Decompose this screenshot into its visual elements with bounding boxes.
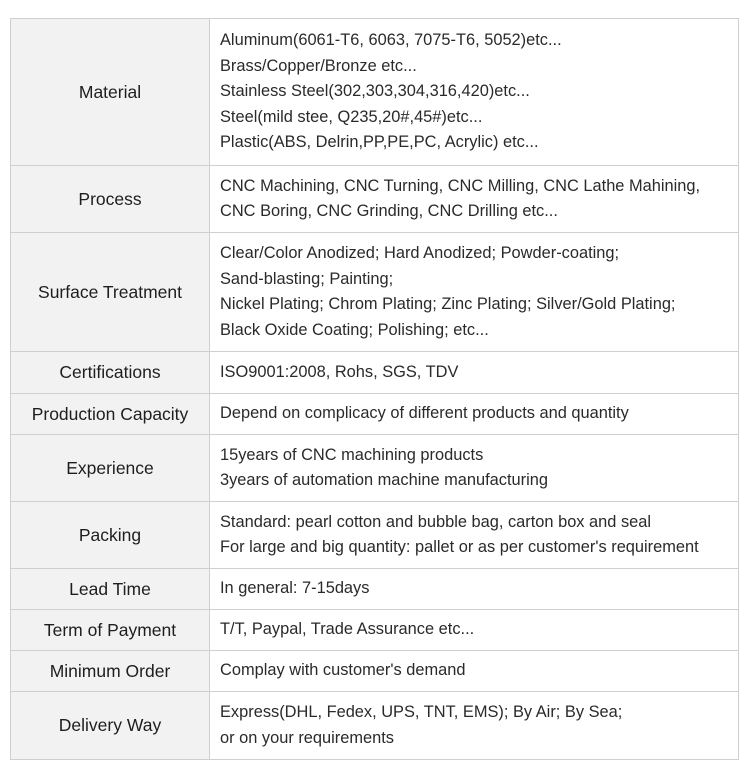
spec-row-value [210,502,739,569]
spec-value-line: For large and big quantity: pallet or as per customer's requirement [220,538,699,556]
spec-row-label: Term of Payment [11,610,210,651]
spec-row-label: Lead Time [11,569,210,610]
spec-value-line: 15years of CNC machining products [220,445,484,464]
spec-value-line: Complay with customer's demand [220,661,466,680]
spec-value-line: T/T, Paypal, Trade Assurance etc... [220,620,475,639]
spec-row [11,569,739,610]
spec-value-line: Depend on complicacy of different products and quantity [220,404,629,423]
spec-value-line: ISO9001:2008, Rohs, SGS, TDV [220,362,459,381]
spec-value-line: Stainless Steel(302,303,304,316,420)etc... [220,82,530,101]
spec-row-value [210,352,739,394]
spec-value-line: Sand-blasting; Painting; [220,269,394,288]
spec-row [11,692,739,760]
spec-row [11,502,739,569]
spec-value-line: CNC Machining, CNC Turning, CNC Milling, CNC Lathe Mahining, [220,176,701,195]
spec-row-label: Delivery Way [11,692,210,760]
spec-row [11,166,739,233]
spec-row-label: Experience [11,435,210,502]
spec-value-line: Plastic(ABS, Delrin,PP,PE,PC, Acrylic) etc... [220,133,539,152]
spec-value-line: Clear/Color Anodized; Hard Anodized; Powder-coating; [220,244,620,262]
spec-row [11,394,739,435]
spec-value-line: Brass/Copper/Bronze etc... [220,56,417,75]
spec-row [11,352,739,394]
spec-row-label: Process [11,166,210,233]
spec-row [11,651,739,692]
spec-row-label: Surface Treatment [11,233,210,352]
spec-value-line: 3years of automation machine manufacturing [220,471,548,489]
spec-row-label: Certifications [11,352,210,394]
spec-value-line: Nickel Plating; Chrom Plating; Zinc Plating; Silver/Gold Plating; [220,295,676,313]
specification-table [10,18,739,760]
spec-row-label: Packing [11,502,210,569]
spec-value-line: or on your requirements [220,728,395,747]
spec-value-line: Express(DHL, Fedex, UPS, TNT, EMS); By Air; By Sea; [220,703,623,721]
spec-value-line: Black Oxide Coating; Polishing; etc... [220,320,489,339]
spec-row-value [210,394,739,435]
spec-row-value [210,233,739,352]
spec-row-value [210,435,739,502]
spec-row-value [210,692,739,760]
specification-table-body [11,19,739,760]
spec-row-value [210,610,739,651]
spec-value-line: Aluminum(6061-T6, 6063, 7075-T6, 5052)etc... [220,31,562,50]
spec-value-line: Standard: pearl cotton and bubble bag, carton box and seal [220,512,652,531]
spec-row-label: Minimum Order [11,651,210,692]
spec-value-line: CNC Boring, CNC Grinding, CNC Drilling etc... [220,202,558,220]
spec-row-label: Material [11,19,210,166]
spec-row-value [210,651,739,692]
spec-row [11,610,739,651]
spec-row-value [210,166,739,233]
spec-value-line: In general: 7-15days [220,579,370,598]
spec-row [11,435,739,502]
spec-value-line: Steel(mild stee, Q235,20#,45#)etc... [220,107,483,126]
spec-row-value [210,569,739,610]
spec-row-label: Production Capacity [11,394,210,435]
spec-row [11,233,739,352]
spec-row [11,19,739,166]
spec-row-value [210,19,739,166]
